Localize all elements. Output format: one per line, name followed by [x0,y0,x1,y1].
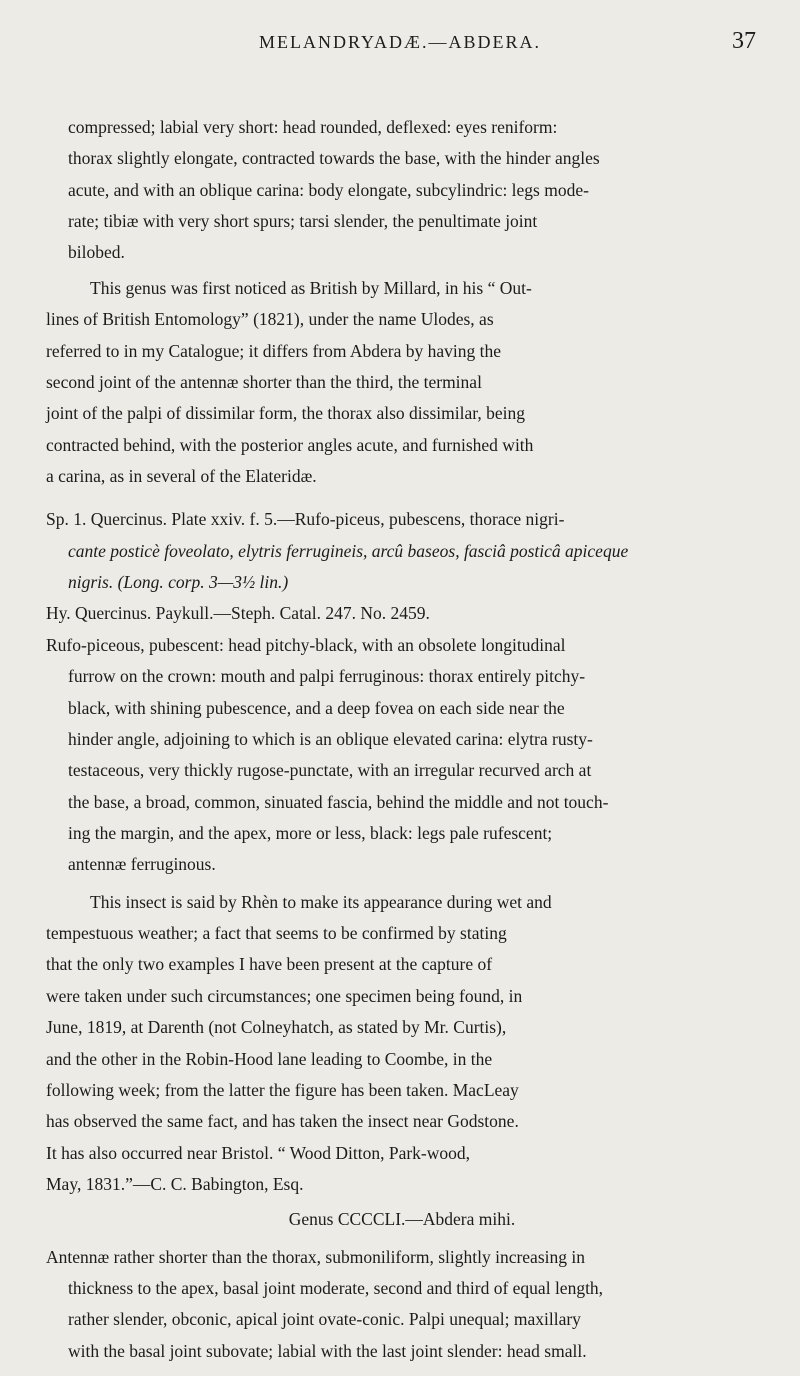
text-line: the base, a broad, common, sinuated fascia, behind the middle and not touch- [68,791,609,812]
text-line: with the basal joint subovate; labial with the last joint slender: head small. [68,1340,587,1361]
running-title: MELANDRYADÆ.—ABDERA. [258,32,541,52]
genus-characters-continued [46,112,758,269]
species-diagnosis-line: nigris. (Long. corp. 3—3½ lin.) [68,572,289,593]
text-line: tempestuous weather; a fact that seems to be confirmed by stating [46,923,507,944]
text-line: thorax slightly elongate, contracted towards the base, with the hinder angles [68,148,600,169]
text-line: black, with shining pubescence, and a deep fovea on each side near the [68,697,565,718]
text-line: compressed; labial very short: head rounded, deflexed: eyes reniform: [68,117,558,137]
text-line: bilobed. [68,242,125,263]
text-line: This genus was first noticed as British by Millard, in his “ Out- [90,277,532,298]
species-entry [46,504,758,629]
text-line: rate; tibiæ with very short spurs; tarsi slender, the penultimate joint [68,211,538,232]
text-line: following week; from the latter the figure has been taken. MacLeay [46,1079,519,1100]
page-number: 37 [732,28,756,54]
text-line: were taken under such circumstances; one specimen being found, in [46,985,523,1006]
text-line: rather slender, obconic, apical joint ovate-conic. Palpi unequal; maxillary [68,1309,581,1330]
text-line: contracted behind, with the posterior angles acute, and furnished with [46,434,534,455]
text-line: a carina, as in several of the Elateridæ. [46,465,317,486]
text-line: joint of the palpi of dissimilar form, the thorax also dissimilar, being [46,403,526,424]
text-line: testaceous, very thickly rugose-punctate, with an irregular recurved arch at [68,760,592,781]
text-line: Rufo-piceous, pubescent: head pitchy-black, with an obsolete longitudinal [46,634,566,655]
running-head [0,28,800,58]
habitat-paragraph [46,887,758,1201]
text-line: antennæ ferruginous. [68,854,216,875]
text-line: referred to in my Catalogue; it differs from Abdera by having the [46,340,502,361]
text-line: thickness to the apex, basal joint moderate, second and third of equal length, [68,1278,604,1299]
text-line: furrow on the crown: mouth and palpi ferruginous: thorax entirely pitchy- [68,666,586,687]
text-line: May, 1831.”—C. C. Babington, Esq. [46,1173,304,1194]
text-line: lines of British Entomology” (1821), under the name Ulodes, as [46,309,494,330]
species-synonym: Hy. Quercinus. Paykull.—Steph. Catal. 247. No. 2459. [46,603,430,624]
text-line: ing the margin, and the apex, more or less, black: legs pale rufescent; [68,822,553,843]
text-line: This insect is said by Rhèn to make its appearance during wet and [90,891,552,912]
text-line: hinder angle, adjoining to which is an oblique elevated carina: elytra rusty- [68,728,593,749]
genus-characters [46,1242,758,1367]
species-diagnosis-line: Sp. 1. Quercinus. Plate xxiv. f. 5.—Rufo-piceus, pubescens, thorace nigri- [46,509,565,530]
genus-history-paragraph [46,273,758,493]
species-diagnosis-line: cante posticè foveolato, elytris ferrugineis, arcû baseos, fasciâ posticâ apiceque [68,540,629,561]
text-line: has observed the same fact, and has taken the insect near Godstone. [46,1111,519,1132]
text-line: acute, and with an oblique carina: body elongate, subcylindric: legs mode- [68,179,589,200]
text-line: and the other in the Robin-Hood lane leading to Coombe, in the [46,1048,493,1069]
text-line: second joint of the antennæ shorter than the third, the terminal [46,371,482,392]
text-line: June, 1819, at Darenth (not Colneyhatch, as stated by Mr. Curtis), [46,1017,507,1038]
text-line: It has also occurred near Bristol. “ Wood Ditton, Park-wood, [46,1142,471,1163]
text-line: that the only two examples I have been present at the capture of [46,954,493,975]
text-line: Antennæ rather shorter than the thorax, submoniliform, slightly increasing in [46,1246,585,1267]
species-description [46,630,758,881]
genus-heading: Genus CCCCLI.—Abdera mihi. [288,1209,516,1230]
